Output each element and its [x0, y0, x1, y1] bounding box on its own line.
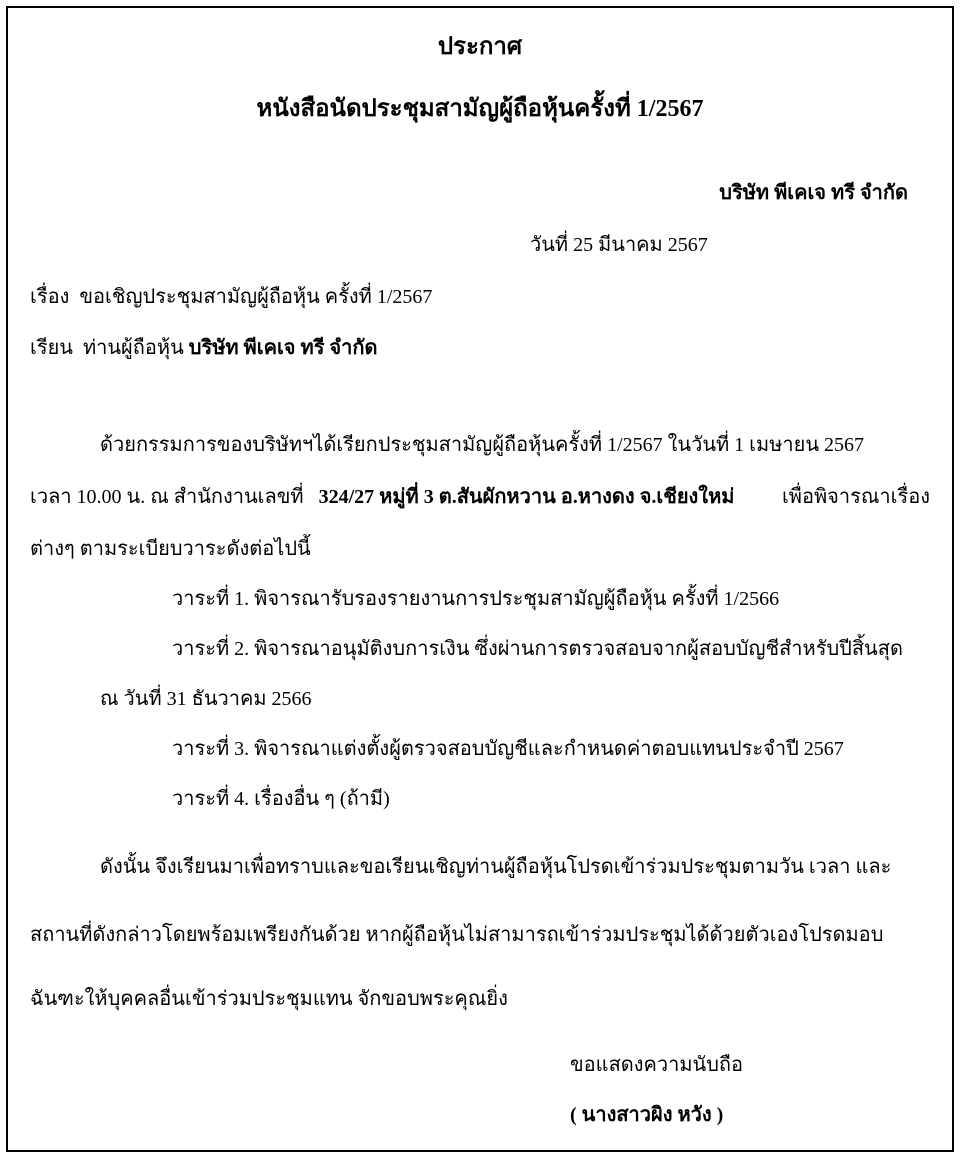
- recipient-text: ท่านผู้ถือหุ้น: [82, 337, 184, 359]
- recipient-label: เรียน: [30, 337, 73, 359]
- recipient-company: บริษัท พีเคเจ ทรี จำกัด: [188, 337, 378, 359]
- agenda-item-2: วาระที่ 2. พิจารณาอนุมัติงบการเงิน ซึ่งผ่านการตรวจสอบจากผู้สอบบัญชีสำหรับปีสิ้นสุด: [172, 638, 903, 660]
- meeting-notice-title: หนังสือนัดประชุมสามัญผู้ถือหุ้นครั้งที่ 1/2567: [256, 96, 704, 122]
- meeting-time-place: เวลา 10.00 น. ณ สำนักงานเลขที่: [30, 486, 304, 508]
- paragraph-2-line-1: ดังนั้น จึงเรียนมาเพื่อทราบและขอเรียนเชิญท่านผู้ถือหุ้นโปรดเข้าร่วมประชุมตามวัน เวลา และ: [100, 856, 892, 878]
- paragraph-2-line-3: ฉันฑะให้บุคคลอื่นเข้าร่วมประชุมแทน จักขอบพระคุณยิ่ง: [30, 988, 508, 1010]
- agenda-item-1: วาระที่ 1. พิจารณารับรองรายงานการประชุมสามัญผู้ถือหุ้น ครั้งที่ 1/2566: [172, 588, 780, 610]
- paragraph-1-line-3: ต่างๆ ตามระเบียบวาระดังต่อไปนี้: [30, 538, 311, 560]
- recipient-line: [30, 335, 377, 361]
- sender-company: บริษัท พีเคเจ ทรี จำกัด: [719, 182, 908, 204]
- subject-text: ขอเชิญประชุมสามัญผู้ถือหุ้น ครั้งที่ 1/2567: [79, 286, 433, 308]
- paragraph-1-purpose: เพื่อพิจารณาเรื่อง: [781, 486, 930, 508]
- paragraph-1-line-1: ด้วยกรรมการของบริษัทฯได้เรียกประชุมสามัญผู้ถือหุ้นครั้งที่ 1/2567 ในวันที่ 1 เมษายน 2567: [100, 434, 865, 456]
- agenda-item-3: วาระที่ 3. พิจารณาแต่งตั้งผู้ตรวจสอบบัญชีและกำหนดค่าตอบแทนประจำปี 2567: [172, 738, 844, 760]
- signatory-name: ( นางสาวผิง หวัง ): [570, 1104, 724, 1126]
- announcement-title: ประกาศ: [437, 34, 523, 60]
- paragraph-1-line-2: [30, 484, 930, 510]
- agenda-item-4: วาระที่ 4. เรื่องอื่น ๆ (ถ้ามี): [172, 788, 390, 810]
- closing-regards: ขอแสดงความนับถือ: [570, 1054, 744, 1076]
- paragraph-2-line-2: สถานที่ดังกล่าวโดยพร้อมเพรียงกันด้วย หากผู้ถือหุ้นไม่สามารถเข้าร่วมประชุมได้ด้วยตัวเองโปรดมอบ: [30, 924, 884, 946]
- subject-label: เรื่อง: [30, 286, 70, 308]
- agenda-item-2-continued: ณ วันที่ 31 ธันวาคม 2566: [100, 688, 312, 710]
- meeting-address: 324/27 หมู่ที่ 3 ต.สันผักหวาน อ.หางดง จ.เชียงใหม่: [318, 486, 735, 508]
- notice-date: วันที่ 25 มีนาคม 2567: [530, 234, 708, 256]
- subject-line: [30, 284, 432, 310]
- document-border: [6, 6, 954, 1152]
